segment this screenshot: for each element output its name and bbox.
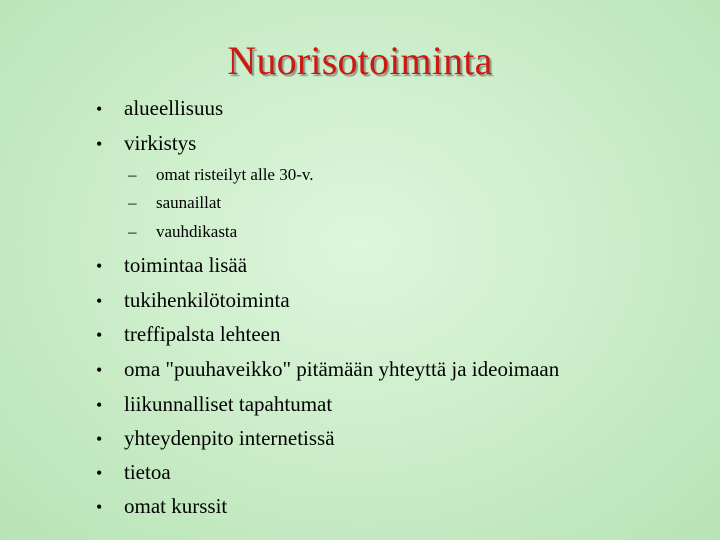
bullet-icon: • — [96, 291, 103, 311]
sub-list-item-text: omat risteilyt alle 30-v. — [156, 165, 314, 184]
slide-title: Nuorisotoiminta — [227, 38, 493, 83]
bullet-icon: • — [96, 395, 103, 415]
list-item — [96, 391, 332, 418]
list-item-text: toimintaa lisää — [124, 253, 248, 277]
list-item-text: tietoa — [124, 460, 171, 484]
list-item-text: virkistys — [124, 131, 197, 155]
bullet-icon: • — [96, 360, 103, 380]
list-item-text: yhteydenpito internetissä — [124, 426, 335, 450]
list-item — [96, 321, 280, 348]
sub-list-item — [128, 192, 221, 214]
dash-icon: – — [128, 165, 137, 184]
list-item — [96, 130, 196, 157]
list-item — [96, 493, 227, 520]
bullet-icon: • — [96, 99, 103, 119]
bullet-icon: • — [96, 325, 103, 345]
list-item-text: treffipalsta lehteen — [124, 322, 281, 346]
list-item-text: omat kurssit — [124, 494, 228, 518]
dash-icon: – — [128, 193, 137, 212]
list-item — [96, 95, 223, 122]
list-item-text: liikunnalliset tapahtumat — [124, 392, 333, 416]
bullet-icon: • — [96, 256, 103, 276]
list-item-text: tukihenkilötoiminta — [124, 288, 290, 312]
dash-icon: – — [128, 222, 137, 241]
list-item-text: alueellisuus — [124, 96, 224, 120]
bullet-icon: • — [96, 497, 103, 517]
list-item — [96, 356, 559, 383]
sub-list-item-text: vauhdikasta — [156, 222, 238, 241]
sub-list-item — [128, 164, 314, 186]
list-item — [96, 252, 247, 279]
bullet-icon: • — [96, 429, 103, 449]
sub-list-item-text: saunaillat — [156, 193, 222, 212]
list-item — [96, 287, 290, 314]
bullet-icon: • — [96, 134, 103, 154]
list-item — [96, 425, 335, 452]
sub-list-item — [128, 221, 237, 243]
bullet-icon: • — [96, 463, 103, 483]
list-item-text: oma "puuhaveikko" pitämään yhteyttä ja ideoimaan — [124, 357, 560, 381]
list-item — [96, 459, 171, 486]
